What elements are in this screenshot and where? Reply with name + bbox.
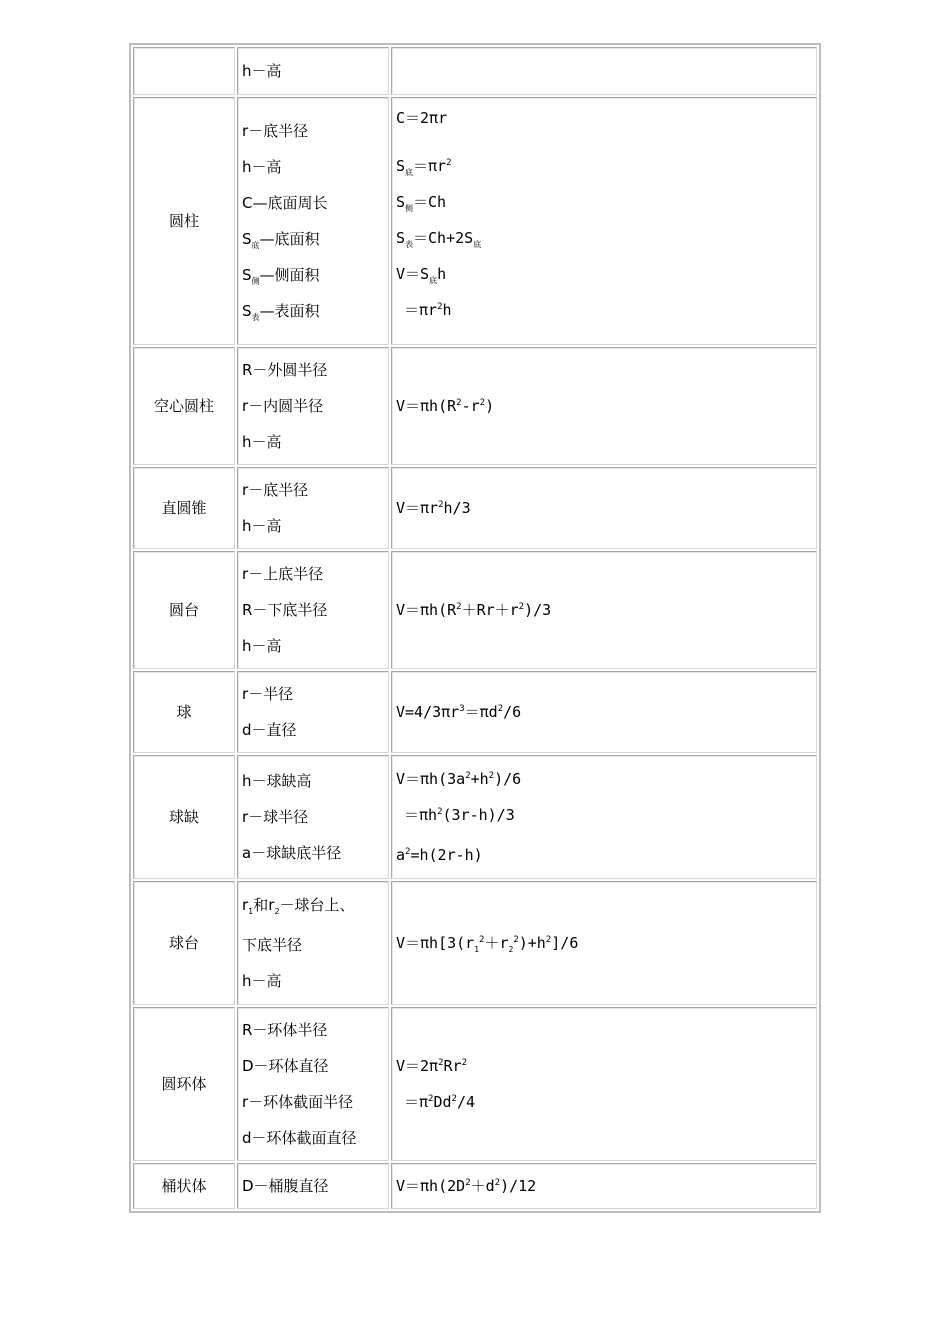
variable-line: h－高 bbox=[242, 517, 282, 535]
table-row bbox=[133, 881, 817, 1005]
variables-cell bbox=[237, 671, 389, 753]
formula-cell bbox=[391, 755, 817, 879]
table-row bbox=[133, 1007, 817, 1161]
variable-line: r－上底半径 bbox=[242, 565, 324, 583]
variable-line: C—底面周长 bbox=[242, 194, 328, 212]
formula-cell bbox=[391, 1007, 817, 1161]
variables-cell bbox=[237, 347, 389, 465]
variable-line: h－高 bbox=[242, 972, 282, 990]
variable-line: $S_表—$表面积 bbox=[242, 302, 320, 322]
variable-line: r－内圆半径 bbox=[242, 397, 324, 415]
formula-line: $=\pi^2Dd^2/4$ bbox=[404, 1093, 475, 1111]
table-row bbox=[133, 1163, 817, 1209]
shape-name: 圆台 bbox=[133, 551, 235, 669]
shape-name: 桶状体 bbox=[133, 1163, 235, 1209]
formula-line: $S_表=Ch+2S_底$ bbox=[396, 229, 482, 249]
formula-line: $V=2\pi^2Rr^2$ bbox=[396, 1057, 467, 1075]
table-row bbox=[133, 551, 817, 669]
variable-line: R－下底半径 bbox=[242, 601, 328, 619]
variable-line: r－球半径 bbox=[242, 808, 309, 826]
formula-line: $=\pi r^2h$ bbox=[404, 301, 452, 319]
variable-line: 下底半径 bbox=[242, 936, 303, 954]
variable-line: D－桶腹直径 bbox=[242, 1177, 329, 1195]
formula-line: C＝2πr bbox=[396, 109, 448, 127]
formula-line: $V=\pi h(2D^2+d^2)/12$ bbox=[396, 1177, 537, 1195]
table-row bbox=[133, 671, 817, 753]
variable-line: h－球缺高 bbox=[242, 772, 312, 790]
shape-name: 圆环体 bbox=[133, 1007, 235, 1161]
formula-line: $V=\pi h(3a^2+h^2)/6$ bbox=[396, 770, 522, 788]
formula-line: $V=4/3\pi r^3=\pi d^2/6$ bbox=[396, 703, 522, 721]
variable-line: $S_侧—$侧面积 bbox=[242, 266, 320, 286]
table-row bbox=[133, 755, 817, 879]
shape-name: 球台 bbox=[133, 881, 235, 1005]
formula-line: $a^2=h(2r-h)$ bbox=[396, 846, 483, 864]
formula-cell bbox=[391, 671, 817, 753]
variable-line: d－环体截面直径 bbox=[242, 1129, 357, 1147]
variables-cell bbox=[237, 755, 389, 879]
variable-line: r－环体截面半径 bbox=[242, 1093, 354, 1111]
variables-cell bbox=[237, 551, 389, 669]
variable-line: r－半径 bbox=[242, 685, 294, 703]
variables-cell bbox=[237, 467, 389, 549]
formula-cell bbox=[391, 467, 817, 549]
shape-name: 圆柱 bbox=[133, 97, 235, 345]
variable-line: h－高 bbox=[242, 62, 282, 80]
variables-cell bbox=[237, 881, 389, 1005]
variables-cell bbox=[237, 1007, 389, 1161]
shape-name: 直圆锥 bbox=[133, 467, 235, 549]
formula-line: $S_底=\pi r^2$ bbox=[396, 157, 452, 177]
shape-name bbox=[133, 47, 235, 95]
variable-line: h－高 bbox=[242, 637, 282, 655]
variable-line: d－直径 bbox=[242, 721, 297, 739]
variable-line: a－球缺底半径 bbox=[242, 844, 342, 862]
formula-line: $V=S_底h$ bbox=[396, 265, 447, 285]
volume-formula-table bbox=[129, 43, 821, 1213]
formula-cell bbox=[391, 551, 817, 669]
formula-cell bbox=[391, 1163, 817, 1209]
formula-line: $=\pi h^2(3r-h)/3$ bbox=[404, 806, 515, 824]
shape-name: 球缺 bbox=[133, 755, 235, 879]
variables-cell bbox=[237, 1163, 389, 1209]
table-row bbox=[133, 47, 817, 95]
variable-line: r－底半径 bbox=[242, 481, 309, 499]
variable-line: D－环体直径 bbox=[242, 1057, 329, 1075]
table-row bbox=[133, 97, 817, 345]
variable-line: h－高 bbox=[242, 158, 282, 176]
formula-line: $S_侧=Ch$ bbox=[396, 193, 447, 213]
variable-line: R－环体半径 bbox=[242, 1021, 328, 1039]
shape-name: 空心圆柱 bbox=[133, 347, 235, 465]
variables-cell bbox=[237, 47, 389, 95]
formula-cell bbox=[391, 47, 817, 95]
formula-line: $V=\pi h(R^2+Rr+r^2)/3$ bbox=[396, 601, 552, 619]
table-row bbox=[133, 467, 817, 549]
formula-cell bbox=[391, 97, 817, 345]
variables-cell bbox=[237, 97, 389, 345]
variable-line: h－高 bbox=[242, 433, 282, 451]
variable-line: R－外圆半径 bbox=[242, 361, 328, 379]
shape-name: 球 bbox=[133, 671, 235, 753]
formula-cell bbox=[391, 881, 817, 1005]
formula-cell bbox=[391, 347, 817, 465]
table-row bbox=[133, 347, 817, 465]
formula-line: $V=\pi r^2h/3$ bbox=[396, 499, 471, 517]
variable-line: $r_1$和$r_2-$球台上、 bbox=[242, 896, 355, 916]
formula-line: $V=\pi h(R^2-r^2)$ bbox=[396, 397, 495, 415]
variable-line: $S_底—$底面积 bbox=[242, 230, 320, 250]
formula-line: $V=\pi h[3(r_1^2+r_2^2)+h^2]/6$ bbox=[396, 934, 579, 954]
variable-line: r－底半径 bbox=[242, 122, 309, 140]
